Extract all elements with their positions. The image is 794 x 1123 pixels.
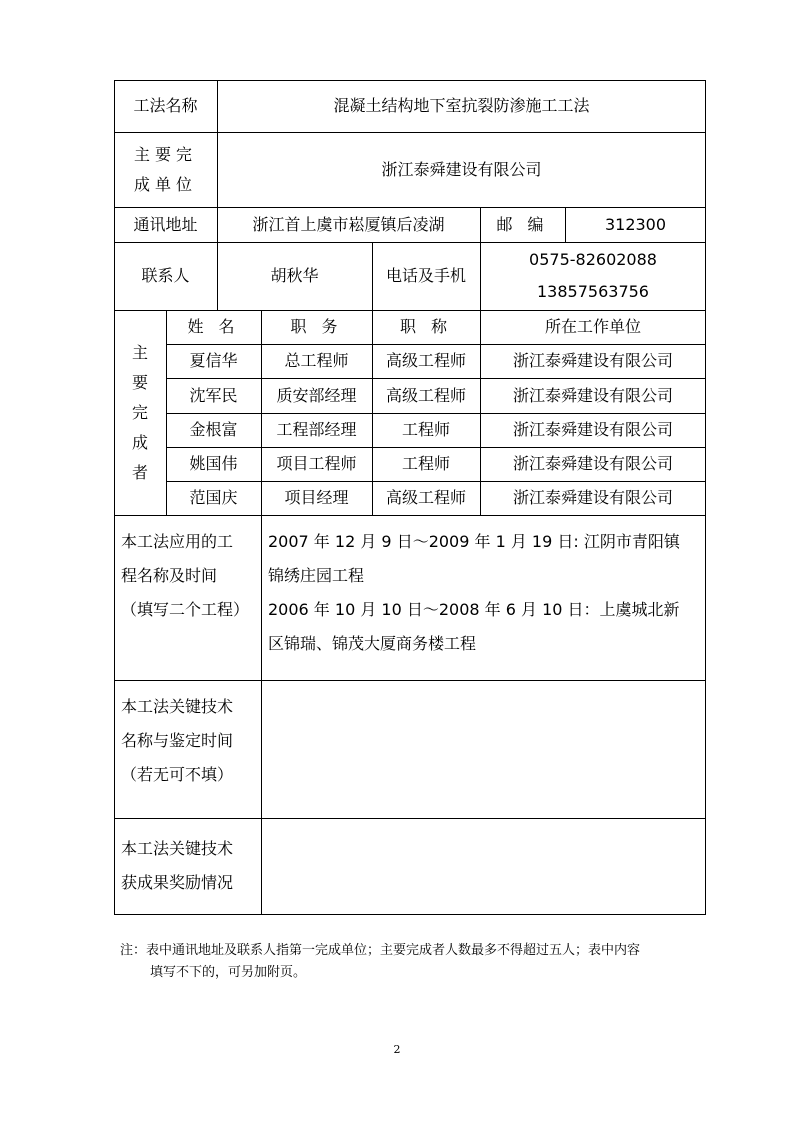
completer-unit: 浙江泰舜建设有限公司 <box>512 385 673 405</box>
applied-projects-label <box>114 515 261 680</box>
header-title: 职 称 <box>399 317 453 337</box>
phone-number: 0575-82602088 <box>529 250 657 269</box>
awards-content[interactable] <box>261 818 706 914</box>
method-name-value: 混凝土结构地下室抗裂防渗施工工法 <box>333 96 590 116</box>
footnote-line1: 注：表中通讯地址及联系人指第一完成单位；主要完成者人数最多不得超过五人；表中内容 <box>120 943 641 958</box>
completers-label-char: 者 <box>131 462 148 482</box>
key-tech-content[interactable] <box>261 680 706 818</box>
applied-content-line: 锦绣庄园工程 <box>268 566 365 585</box>
awards-label <box>114 818 261 914</box>
completer-name: 沈军民 <box>189 385 238 405</box>
header-name: 姓 名 <box>187 317 240 337</box>
tech-label-line: （若无可不填） <box>121 765 234 784</box>
completers-label-char: 要 <box>131 372 148 392</box>
phone-values <box>480 242 706 310</box>
main-unit-label-line1: 主要完 <box>133 144 197 164</box>
award-label-line: 本工法关键技术 <box>121 839 234 858</box>
completers-label-char: 成 <box>131 432 148 452</box>
completer-name: 金根富 <box>189 420 238 440</box>
completer-duty: 工程部经理 <box>276 420 357 440</box>
applied-label-line: 本工法应用的工 <box>121 532 234 551</box>
completer-name: 姚国伟 <box>189 454 238 474</box>
completers-label <box>114 310 166 515</box>
applied-label-line: 程名称及时间 <box>121 566 218 585</box>
tech-label-line: 名称与鉴定时间 <box>121 731 234 750</box>
applied-projects-content <box>261 515 706 680</box>
footnote <box>120 940 640 984</box>
address-value: 浙江首上虞市崧厦镇后凌湖 <box>252 214 445 234</box>
header-unit: 所在工作单位 <box>544 317 641 337</box>
contact-name: 胡秋华 <box>270 266 319 286</box>
main-unit-value: 浙江泰舜建设有限公司 <box>381 159 542 179</box>
completer-unit: 浙江泰舜建设有限公司 <box>512 454 673 474</box>
completer-duty: 项目经理 <box>284 488 349 508</box>
contact-label: 联系人 <box>141 266 190 286</box>
header-duty: 职 务 <box>290 317 343 337</box>
applied-content-line: 2006 年 10 月 10 日～2008 年 6 月 10 日：上虞城北新 <box>268 600 680 619</box>
completer-name: 夏信华 <box>189 351 238 371</box>
border-bottom <box>114 914 706 915</box>
applied-content-line: 2007 年 12 月 9 日～2009 年 1 月 19 日: 江阴市青阳镇 <box>268 532 680 551</box>
page-number: 2 <box>393 1043 401 1056</box>
completers-label-char: 主 <box>131 342 148 362</box>
method-application-form <box>114 80 706 915</box>
key-tech-label <box>114 680 261 818</box>
completer-unit: 浙江泰舜建设有限公司 <box>512 351 673 371</box>
completer-title: 高级工程师 <box>385 385 466 405</box>
applied-label-line: （填写二个工程） <box>121 600 250 619</box>
footnote-line2: 填写不下的，可另加附页。 <box>150 965 307 980</box>
completer-unit: 浙江泰舜建设有限公司 <box>512 488 673 508</box>
address-label: 通讯地址 <box>133 214 198 234</box>
completer-title: 高级工程师 <box>385 351 466 371</box>
completer-title: 高级工程师 <box>385 488 466 508</box>
tech-label-line: 本工法关键技术 <box>121 697 234 716</box>
completer-unit: 浙江泰舜建设有限公司 <box>512 420 673 440</box>
completer-title: 工程师 <box>401 454 450 474</box>
applied-content-line: 区锦瑞、锦茂大厦商务楼工程 <box>268 634 477 653</box>
completers-label-char: 完 <box>131 402 148 422</box>
completer-duty: 总工程师 <box>284 351 349 371</box>
postcode-value: 312300 <box>604 214 667 234</box>
completer-duty: 质安部经理 <box>276 385 357 405</box>
award-label-line: 获成果奖励情况 <box>121 873 234 892</box>
method-name-label: 工法名称 <box>133 96 198 116</box>
postcode-label: 邮 编 <box>496 214 549 234</box>
mobile-number: 13857563756 <box>537 282 649 301</box>
completer-name: 范国庆 <box>189 488 238 508</box>
phone-label: 电话及手机 <box>385 266 466 286</box>
main-unit-label-line2: 成单位 <box>133 174 197 194</box>
completer-duty: 项目工程师 <box>276 454 357 474</box>
main-unit-label <box>114 132 217 207</box>
completer-title: 工程师 <box>401 420 450 440</box>
